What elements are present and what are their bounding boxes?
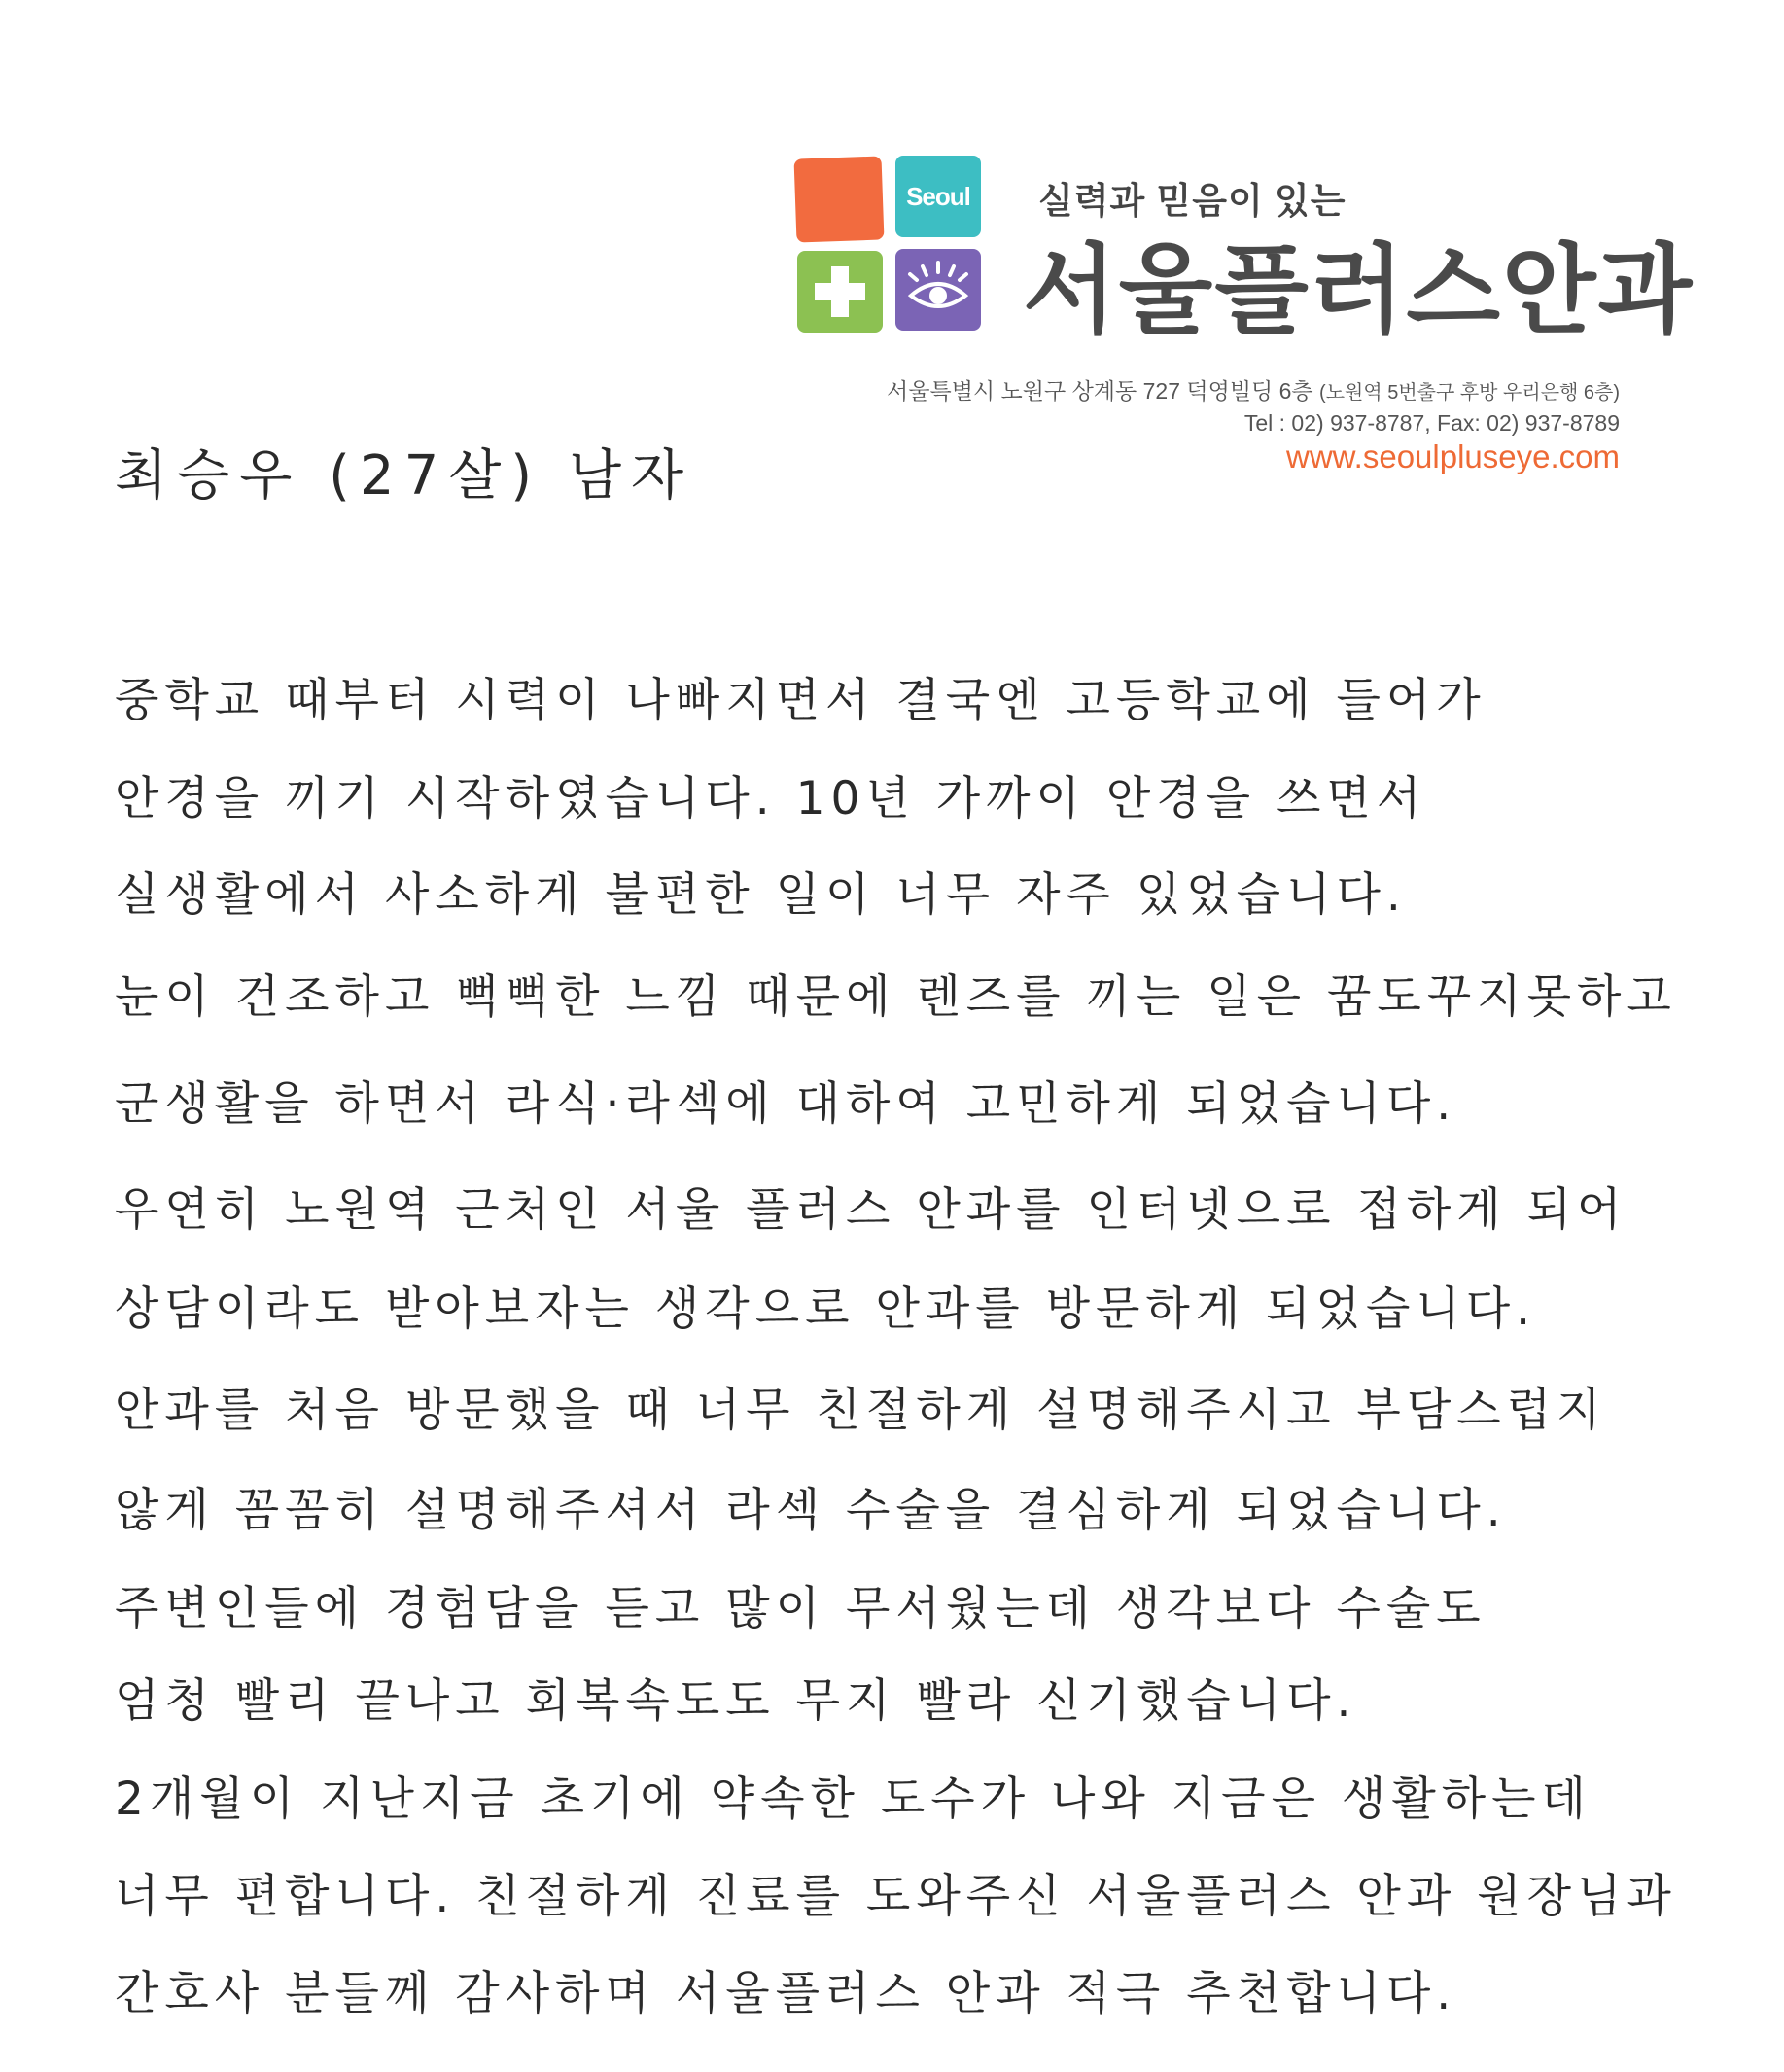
letter-line: 안과를 처음 방문했을 때 너무 친절하게 설명해주시고 부담스럽지 bbox=[115, 1384, 1607, 1437]
clinic-address bbox=[887, 373, 1620, 405]
letter-line: 주변인들에 경험담을 듣고 많이 무서웠는데 생각보다 수술도 bbox=[115, 1582, 1487, 1635]
logo-text: Seoul bbox=[906, 181, 970, 211]
letter-line: 중학교 때부터 시력이 나빠지면서 결국엔 고등학교에 들어가 bbox=[115, 674, 1487, 727]
letter-line: 상담이라도 받아보자는 생각으로 안과를 방문하게 되었습니다. bbox=[115, 1282, 1537, 1336]
clinic-contact: Tel : 02) 937-8787, Fax: 02) 937-8789 bbox=[1243, 410, 1620, 436]
logo-tile-purple bbox=[895, 249, 981, 331]
letter-line: 너무 편합니다. 친절하게 진료를 도와주신 서울플러스 안과 원장님과 bbox=[115, 1870, 1677, 1923]
eye-icon bbox=[895, 249, 981, 331]
letter-line: 않게 꼼꼼히 설명해주셔서 라섹 수술을 결심하게 되었습니다. bbox=[115, 1484, 1507, 1537]
clinic-tagline: 실력과 믿음이 있는 bbox=[1038, 181, 1347, 221]
author-line: 최승우 (27살) 남자 bbox=[115, 444, 694, 508]
letter-line: 군생활을 하면서 라식·라섹에 대하여 고민하게 되었습니다. bbox=[115, 1077, 1457, 1131]
letter-line: 2개월이 지난지금 초기에 약속한 도수가 나와 지금은 생활하는데 bbox=[115, 1773, 1592, 1826]
letter-line: 안경을 끼기 시작하였습니다. 10년 가까이 안경을 쓰면서 bbox=[115, 772, 1427, 825]
logo-tile-orange bbox=[794, 156, 885, 242]
letterhead bbox=[795, 154, 1695, 484]
logo-tile-green bbox=[797, 251, 883, 333]
clinic-name: 서울플러스안과 bbox=[1023, 236, 1695, 345]
plus-icon bbox=[797, 251, 883, 333]
letter-line: 실생활에서 사소하게 불편한 일이 너무 자주 있었습니다. bbox=[115, 868, 1407, 922]
clinic-logo bbox=[795, 154, 985, 334]
logo-tile-seoul bbox=[895, 156, 981, 237]
letter-line: 눈이 건조하고 뻑뻑한 느낌 때문에 렌즈를 끼는 일은 꿈도꾸지못하고 bbox=[115, 970, 1677, 1024]
address-detail: (노원역 5번출구 후방 우리은행 6층) bbox=[1319, 382, 1620, 404]
address-main: 서울특별시 노원구 상계동 727 덕영빌딩 6층 bbox=[887, 378, 1313, 404]
letter-line: 우연히 노원역 근처인 서울 플러스 안과를 인터넷으로 접하게 되어 bbox=[115, 1183, 1627, 1237]
letter-line: 엄청 빨리 끝나고 회복속도도 무지 빨라 신기했습니다. bbox=[115, 1674, 1357, 1728]
clinic-website: www.seoulpluseye.com bbox=[1286, 439, 1620, 474]
letter-line: 간호사 분들께 감사하며 서울플러스 안과 적극 추천합니다. bbox=[115, 1967, 1457, 2020]
